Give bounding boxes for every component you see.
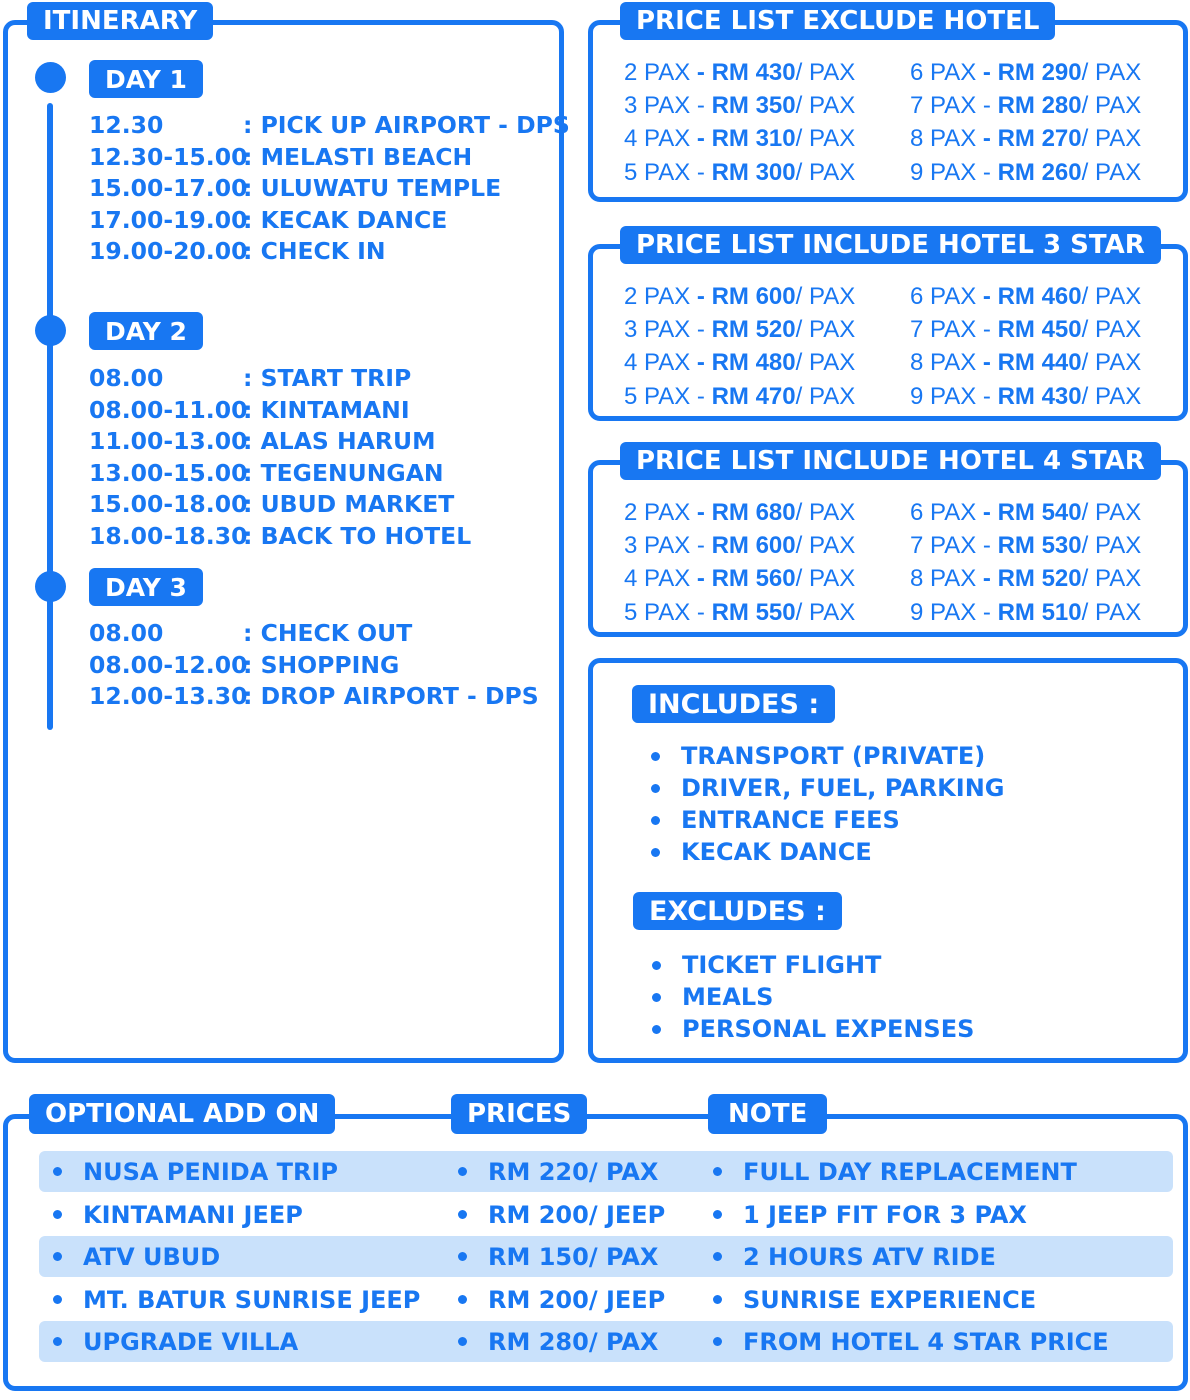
- price-row: [910, 313, 1141, 346]
- schedule-time: 12.30-15.00: [89, 142, 248, 171]
- schedule-row: [89, 618, 539, 650]
- list-item: MEALS: [652, 981, 974, 1013]
- price-unit: / PAX: [1081, 598, 1142, 626]
- price-value: RM 290: [997, 59, 1082, 86]
- price-sep: -: [690, 283, 712, 310]
- price-value: RM 300: [711, 158, 796, 186]
- itinerary-title: ITINERARY: [27, 2, 213, 40]
- schedule-time: 19.00-20.00: [89, 237, 248, 266]
- bullet-icon: [53, 1295, 62, 1304]
- pax-count: 7 PAX: [910, 92, 977, 120]
- price-value: RM 550: [711, 598, 796, 626]
- price-row: [910, 562, 1141, 595]
- price-value: RM 450: [997, 316, 1082, 344]
- table-row: [39, 1279, 1173, 1320]
- day-3-label: DAY 3: [89, 568, 203, 606]
- pax-count: 4 PAX: [624, 565, 691, 593]
- price-sep: -: [976, 565, 998, 593]
- price-value: RM 430: [711, 59, 796, 86]
- price-row: [624, 122, 855, 155]
- price-row: [624, 380, 855, 413]
- price-sep: -: [976, 382, 998, 410]
- day-3-schedule: [89, 618, 539, 713]
- price-value: RM 530: [997, 532, 1082, 560]
- addon-name: NUSA PENIDA TRIP: [83, 1157, 339, 1186]
- bullet-icon: [53, 1252, 62, 1261]
- addon-name: MT. BATUR SUNRISE JEEP: [83, 1285, 421, 1314]
- schedule-activity: : MELASTI BEACH: [243, 142, 473, 171]
- price-column-right: [910, 496, 1141, 629]
- addon-cell: [53, 1151, 338, 1192]
- price-unit: / PAX: [795, 59, 856, 86]
- price-row: [910, 496, 1141, 529]
- schedule-time: 15.00-17.00: [89, 174, 248, 203]
- price-list-exclude-hotel: [588, 20, 1188, 202]
- price-sep: -: [690, 59, 712, 86]
- excludes-list: [652, 949, 974, 1045]
- schedule-time: 08.00-11.00: [89, 395, 248, 424]
- itinerary-panel: [3, 20, 570, 1063]
- schedule-time: 11.00-13.00: [89, 427, 248, 456]
- schedule-time: 12.30: [89, 111, 164, 139]
- schedule-activity: : BACK TO HOTEL: [243, 521, 472, 550]
- optional-addon-panel: [3, 1114, 1188, 1391]
- price-unit: / PAX: [1081, 349, 1142, 377]
- pax-count: 6 PAX: [910, 283, 977, 310]
- addon-cell: [53, 1236, 220, 1277]
- includes-list: [651, 740, 1005, 868]
- addon-note: 2 HOURS ATV RIDE: [743, 1242, 996, 1271]
- day-1-label: DAY 1: [89, 60, 203, 98]
- pax-count: 3 PAX: [624, 532, 691, 560]
- addon-price: RM 200/ JEEP: [488, 1200, 666, 1229]
- pax-count: 8 PAX: [910, 125, 977, 153]
- price-unit: / PAX: [1081, 158, 1142, 186]
- price-row: [624, 280, 855, 313]
- price-unit: / PAX: [1081, 499, 1142, 526]
- pax-count: 2 PAX: [624, 499, 691, 526]
- pax-count: 2 PAX: [624, 59, 691, 86]
- price-sep: -: [976, 532, 998, 560]
- price-sep: -: [976, 158, 998, 186]
- schedule-time: 13.00-15.00: [89, 458, 248, 487]
- pax-count: 6 PAX: [910, 59, 977, 86]
- bullet-icon: [458, 1167, 467, 1176]
- list-item: ENTRANCE FEES: [651, 804, 1005, 836]
- excludes-title: EXCLUDES :: [633, 892, 842, 930]
- price-row: [624, 56, 855, 89]
- price-list-hotel-4-star: [588, 460, 1188, 637]
- price-list-hotel-3-star-title: PRICE LIST INCLUDE HOTEL 3 STAR: [620, 226, 1161, 264]
- schedule-row: [89, 681, 539, 713]
- price-value: RM 260: [997, 158, 1082, 186]
- bullet-icon: [713, 1252, 722, 1261]
- price-unit: / PAX: [1081, 382, 1142, 410]
- price-list-hotel-4-star-title: PRICE LIST INCLUDE HOTEL 4 STAR: [620, 442, 1161, 480]
- timeline-dot-day-1: [35, 62, 66, 93]
- schedule-row: [89, 521, 471, 553]
- price-column-left: [624, 496, 855, 629]
- pax-count: 9 PAX: [910, 158, 977, 186]
- schedule-time: 18.00-18.30: [89, 521, 248, 550]
- pax-count: 5 PAX: [624, 158, 691, 186]
- pax-count: 3 PAX: [624, 92, 691, 120]
- price-value: RM 470: [711, 382, 796, 410]
- price-column-right: [910, 56, 1141, 189]
- schedule-time: 12.00-13.30: [89, 682, 248, 711]
- list-item: KECAK DANCE: [651, 836, 1005, 868]
- schedule-activity: : CHECK OUT: [243, 619, 413, 647]
- schedule-time: 08.00: [89, 619, 164, 647]
- price-value: RM 600: [711, 283, 796, 310]
- price-row: [624, 313, 855, 346]
- day-1-schedule: [89, 110, 570, 268]
- price-value: RM 520: [711, 316, 796, 344]
- pax-count: 3 PAX: [624, 316, 691, 344]
- pax-count: 9 PAX: [910, 382, 977, 410]
- price-value: RM 430: [997, 382, 1082, 410]
- schedule-time: 15.00-18.00: [89, 490, 248, 519]
- price-unit: / PAX: [1081, 316, 1142, 344]
- schedule-activity: : START TRIP: [243, 364, 412, 392]
- price-unit: / PAX: [795, 532, 856, 560]
- pax-count: 7 PAX: [910, 532, 977, 560]
- schedule-activity: : CHECK IN: [243, 237, 386, 266]
- list-item: TRANSPORT (PRIVATE): [651, 740, 1005, 772]
- price-unit: / PAX: [1081, 125, 1142, 153]
- price-sep: -: [690, 382, 712, 410]
- pax-count: 5 PAX: [624, 598, 691, 626]
- price-unit: / PAX: [795, 382, 856, 410]
- bullet-icon: [53, 1210, 62, 1219]
- addon-cell: [53, 1321, 298, 1362]
- price-list-hotel-3-star: [588, 244, 1188, 421]
- price-column-left: [624, 56, 855, 189]
- addon-price: RM 150/ PAX: [488, 1242, 659, 1271]
- addon-note: SUNRISE EXPERIENCE: [743, 1285, 1037, 1314]
- schedule-time: 08.00: [89, 364, 164, 392]
- price-unit: / PAX: [1081, 283, 1142, 310]
- addon-note: FROM HOTEL 4 STAR PRICE: [743, 1327, 1109, 1356]
- timeline-line: [47, 103, 53, 730]
- schedule-row: [89, 395, 471, 427]
- price-value: RM 310: [711, 125, 796, 153]
- addon-price: RM 200/ JEEP: [488, 1285, 666, 1314]
- list-item: PERSONAL EXPENSES: [652, 1013, 974, 1045]
- schedule-activity: : TEGENUNGAN: [243, 458, 444, 487]
- price-row: [910, 529, 1141, 562]
- schedule-activity: : PICK UP AIRPORT - DPS: [243, 111, 570, 139]
- price-unit: / PAX: [795, 92, 856, 120]
- table-row: [39, 1321, 1173, 1362]
- list-item: TICKET FLIGHT: [652, 949, 974, 981]
- pax-count: 8 PAX: [910, 349, 977, 377]
- addon-price: RM 220/ PAX: [488, 1157, 659, 1186]
- price-row: [910, 346, 1141, 379]
- day-2-label: DAY 2: [89, 312, 203, 350]
- price-unit: / PAX: [795, 499, 856, 526]
- price-unit: / PAX: [1081, 565, 1142, 593]
- bullet-icon: [713, 1337, 722, 1346]
- schedule-activity: : UBUD MARKET: [243, 490, 455, 519]
- optional-addon-title: OPTIONAL ADD ON: [29, 1094, 335, 1134]
- price-value: RM 680: [711, 499, 796, 526]
- pax-count: 5 PAX: [624, 382, 691, 410]
- price-sep: -: [976, 598, 998, 626]
- bullet-icon: [458, 1210, 467, 1219]
- price-row: [910, 280, 1141, 313]
- price-row: [624, 529, 855, 562]
- schedule-activity: : KINTAMANI: [243, 395, 410, 424]
- price-unit: / PAX: [795, 349, 856, 377]
- addon-note: FULL DAY REPLACEMENT: [743, 1157, 1077, 1186]
- schedule-row: [89, 363, 471, 395]
- price-row: [910, 56, 1141, 89]
- price-value: RM 540: [997, 499, 1082, 526]
- schedule-time: 17.00-19.00: [89, 205, 248, 234]
- note-cell: [713, 1236, 996, 1277]
- bullet-icon: [713, 1210, 722, 1219]
- pax-count: 2 PAX: [624, 283, 691, 310]
- table-row: [39, 1236, 1173, 1277]
- price-cell: [458, 1194, 665, 1235]
- price-sep: -: [976, 316, 998, 344]
- price-sep: -: [690, 349, 712, 377]
- price-cell: [458, 1321, 658, 1362]
- bullet-icon: [713, 1295, 722, 1304]
- price-sep: -: [690, 499, 712, 526]
- pax-count: 4 PAX: [624, 125, 691, 153]
- price-sep: -: [976, 499, 998, 526]
- note-cell: [713, 1151, 1077, 1192]
- schedule-row: [89, 173, 570, 205]
- price-sep: -: [976, 125, 998, 153]
- note-cell: [713, 1321, 1109, 1362]
- list-item: DRIVER, FUEL, PARKING: [651, 772, 1005, 804]
- price-row: [624, 89, 855, 122]
- schedule-activity: : SHOPPING: [243, 650, 400, 679]
- price-row: [910, 122, 1141, 155]
- price-sep: -: [690, 92, 712, 120]
- price-cell: [458, 1236, 658, 1277]
- price-value: RM 350: [711, 92, 796, 120]
- timeline-dot-day-2: [35, 315, 66, 346]
- bullet-icon: [53, 1167, 62, 1176]
- price-value: RM 520: [997, 565, 1082, 593]
- schedule-activity: : ALAS HARUM: [243, 427, 436, 456]
- price-row: [910, 596, 1141, 629]
- pax-count: 7 PAX: [910, 316, 977, 344]
- price-row: [624, 346, 855, 379]
- schedule-row: [89, 458, 471, 490]
- price-row: [624, 596, 855, 629]
- price-cell: [458, 1279, 665, 1320]
- pax-count: 4 PAX: [624, 349, 691, 377]
- schedule-row: [89, 205, 570, 237]
- schedule-row: [89, 142, 570, 174]
- bullet-icon: [458, 1337, 467, 1346]
- price-value: RM 280: [997, 92, 1082, 120]
- price-value: RM 510: [997, 598, 1082, 626]
- pax-count: 6 PAX: [910, 499, 977, 526]
- price-unit: / PAX: [795, 598, 856, 626]
- price-value: RM 460: [997, 283, 1082, 310]
- price-row: [910, 156, 1141, 189]
- price-unit: / PAX: [795, 316, 856, 344]
- price-sep: -: [976, 92, 998, 120]
- price-row: [624, 496, 855, 529]
- schedule-row: [89, 110, 570, 142]
- schedule-row: [89, 426, 471, 458]
- bullet-icon: [53, 1337, 62, 1346]
- table-row: [39, 1151, 1173, 1192]
- addon-note: 1 JEEP FIT FOR 3 PAX: [743, 1200, 1027, 1229]
- price-sep: -: [690, 125, 712, 153]
- price-row: [910, 380, 1141, 413]
- schedule-activity: : KECAK DANCE: [243, 205, 448, 234]
- price-list-exclude-hotel-title: PRICE LIST EXCLUDE HOTEL: [620, 2, 1055, 40]
- price-unit: / PAX: [795, 125, 856, 153]
- price-column-left: [624, 280, 855, 413]
- schedule-row: [89, 489, 471, 521]
- price-value: RM 560: [711, 565, 796, 593]
- bullet-icon: [713, 1167, 722, 1176]
- day-2-schedule: [89, 363, 471, 553]
- price-sep: -: [976, 349, 998, 377]
- price-value: RM 440: [997, 349, 1082, 377]
- schedule-time: 08.00-12.00: [89, 650, 248, 679]
- price-value: RM 480: [711, 349, 796, 377]
- price-column-right: [910, 280, 1141, 413]
- timeline-dot-day-3: [35, 571, 66, 602]
- includes-excludes-panel: [588, 658, 1188, 1063]
- schedule-activity: : DROP AIRPORT - DPS: [243, 682, 539, 711]
- price-row: [624, 156, 855, 189]
- addon-name: ATV UBUD: [83, 1242, 221, 1271]
- pax-count: 9 PAX: [910, 598, 977, 626]
- pax-count: 8 PAX: [910, 565, 977, 593]
- prices-title: PRICES: [451, 1094, 587, 1134]
- note-cell: [713, 1194, 1027, 1235]
- price-sep: -: [690, 158, 712, 186]
- addon-cell: [53, 1279, 420, 1320]
- price-cell: [458, 1151, 658, 1192]
- addon-name: KINTAMANI JEEP: [83, 1200, 303, 1229]
- price-sep: -: [976, 59, 998, 86]
- table-row: [39, 1194, 1173, 1235]
- price-unit: / PAX: [1081, 59, 1142, 86]
- price-row: [910, 89, 1141, 122]
- note-cell: [713, 1279, 1036, 1320]
- bullet-icon: [458, 1295, 467, 1304]
- addon-price: RM 280/ PAX: [488, 1327, 659, 1356]
- addon-name: UPGRADE VILLA: [83, 1327, 299, 1356]
- price-sep: -: [976, 283, 998, 310]
- price-unit: / PAX: [1081, 92, 1142, 120]
- price-sep: -: [690, 532, 712, 560]
- price-value: RM 270: [997, 125, 1082, 153]
- note-title: NOTE: [708, 1094, 827, 1134]
- price-sep: -: [690, 316, 712, 344]
- schedule-row: [89, 236, 570, 268]
- addon-cell: [53, 1194, 303, 1235]
- price-unit: / PAX: [795, 283, 856, 310]
- price-value: RM 600: [711, 532, 796, 560]
- price-unit: / PAX: [795, 158, 856, 186]
- price-unit: / PAX: [795, 565, 856, 593]
- schedule-activity: : ULUWATU TEMPLE: [243, 174, 502, 203]
- price-row: [624, 562, 855, 595]
- price-unit: / PAX: [1081, 532, 1142, 560]
- bullet-icon: [458, 1252, 467, 1261]
- price-sep: -: [690, 565, 712, 593]
- schedule-row: [89, 650, 539, 682]
- includes-title: INCLUDES :: [632, 685, 835, 723]
- price-sep: -: [690, 598, 712, 626]
